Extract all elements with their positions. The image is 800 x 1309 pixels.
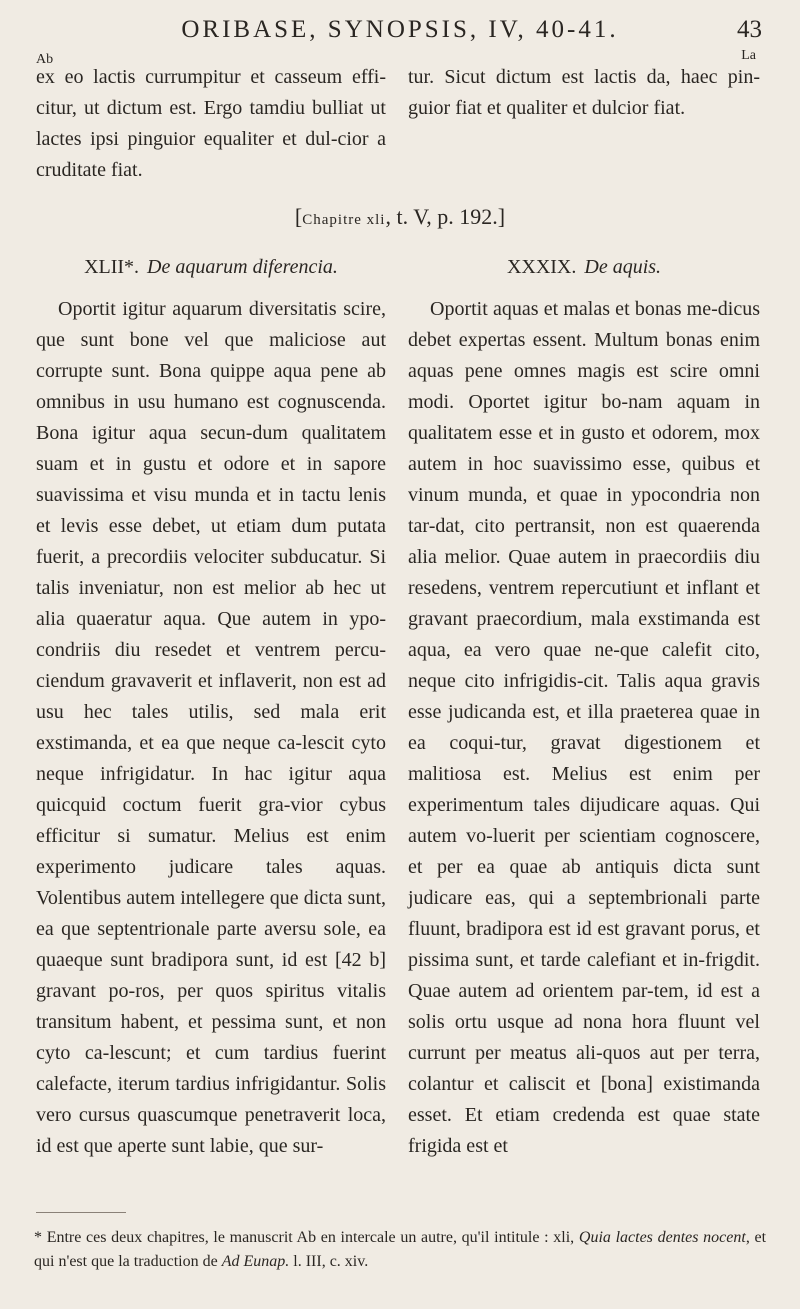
chapter-bracket-open: [: [294, 204, 303, 229]
right-column-body: [408, 294, 760, 1162]
chapter-ref-rest: , t. V, p. 192.: [385, 204, 498, 229]
right-section-title: De aquis.: [584, 256, 662, 278]
footnote-italic-a: Quia lactes dentes nocent: [578, 1229, 746, 1246]
top-right-text: tur. Sicut dictum est lactis da, haec pin-guior fiat et qualiter et dulcior fiat.: [408, 66, 760, 119]
siglum-left: Ab: [36, 52, 54, 67]
chapter-bracket-close: ]: [497, 204, 506, 229]
right-section-heading: [408, 256, 760, 279]
left-section-number: XLII*.: [84, 256, 140, 278]
footnote-rule: [36, 1212, 126, 1213]
page-number: 43: [737, 16, 762, 43]
left-paragraph: Oportit igitur aquarum diversitatis scire, que sunt bone vel que maliciose aut corrupte sunt. Bona quippe aqua pene ab omnibus in usu humano est cognuscenda. Bona igitur aqua secun-dum qualitatem suam et in gustu et odore et in sapore suavissima et visu munda et in tactu lenis et levis esse debet, ut etiam dum putata fuerit, a precordiis velociter subducatur. Si talis inveniatur, non est melior ab hec ut alia quaeratur aqua. Que autem in ypo-condriis diu resedet et ventrem percu-ciendum gravaverit et inflaverit, non est ad usu hec tales utilis, sed mala erit exstimanda, et ea que neque ca-lescit cyto neque infrigidatur. In hac igitur aqua quicquid coctum fuerit gra-vior cybus efficitur si sumatur. Melius est enim experimento judicare tales aquas. Volentibus autem intellegere que dicta sunt, ea que septentrionale parte aversu sole, ea quaeque sunt bradipora sunt, id est [42 b] gravant po-ros, per quos spiritus vitalis transitum habent, et pessima sunt, et non cyto ca-lescunt; et cum tardius fuerint calefacte, iterum tardius infrigidantur. Solis vero cursus quascumque penetraverit loca, id est que aperte sunt labie, que sur-: [36, 298, 386, 1157]
footnote-text-a: Entre ces deux chapitres, le manuscrit Ab en intercale un autre, qu'il intitule : xli,: [46, 1229, 575, 1246]
right-section-number: XXXIX.: [506, 256, 577, 278]
siglum-right: La: [741, 48, 756, 63]
footnote-marker: *: [34, 1229, 42, 1246]
running-title: ORIBASE, SYNOPSIS, IV, 40-41.: [181, 16, 619, 43]
chapter-label: Chapitre xli: [302, 212, 386, 228]
footnote-italic-b: Ad Eunap.: [221, 1253, 290, 1270]
left-section-heading: [36, 256, 386, 279]
top-left-text: ex eo lactis currumpitur et casseum effi-citur, ut dictum est. Ergo tamdiu bulliat ut lactes ipsi pinguior equaliter et dul-cior a cruditate fiat.: [36, 66, 386, 181]
chapter-reference: [0, 204, 800, 230]
left-column-body: [36, 294, 386, 1162]
right-paragraph: Oportit aquas et malas et bonas me-dicus debet expertas essent. Multum bonas enim aquas pene omnes magis est scire omni modi. Oportet igitur bo-nam aquam in qualitatem esse et in gusto et odorem, mox autem in hoc suavissimo esse, quibus et vinum munda, et quae in ypocondria non tar-dat, cito pertransit, non est quaerenda alia melior. Quae autem in praecordiis diu resedens, ventrem repercutiunt et inflant et gravant praecordium, mala exstimanda est aqua, ea vero quae ne-que calefit cito, neque cito infrigidis-cit. Talis aqua gravis esse judicanda est, et illa praeterea quae in ea coqui-tur, gravat digestionem et malitiosa est. Melius est enim per experimentum tales dijudicare aquas. Qui autem vo-luerit per scientiam cognoscere, et per ea quae ab antiquis dicta sunt judicare eas, qui a septembrionali parte fluunt, bradipora est id est gravant porus, et pissima sunt, et tarde calefiant et in-frigdit. Quae autem ad orientem par-tem, id est a solis ortu usque ad nona hora fluunt vel currunt per meatus ali-quos aut per terra, colantur et caliscit et [bona] existimanda esset. Et etiam credenda est quae state frigida est et: [408, 298, 760, 1157]
running-head: [0, 16, 800, 50]
footnote-text-c: l. III, c. xiv.: [293, 1253, 369, 1270]
left-section-title: De aquarum diferencia.: [147, 256, 338, 278]
footnote-text-b: , et qui n'est que la traduction de: [34, 1229, 767, 1270]
footnote: [34, 1226, 766, 1274]
